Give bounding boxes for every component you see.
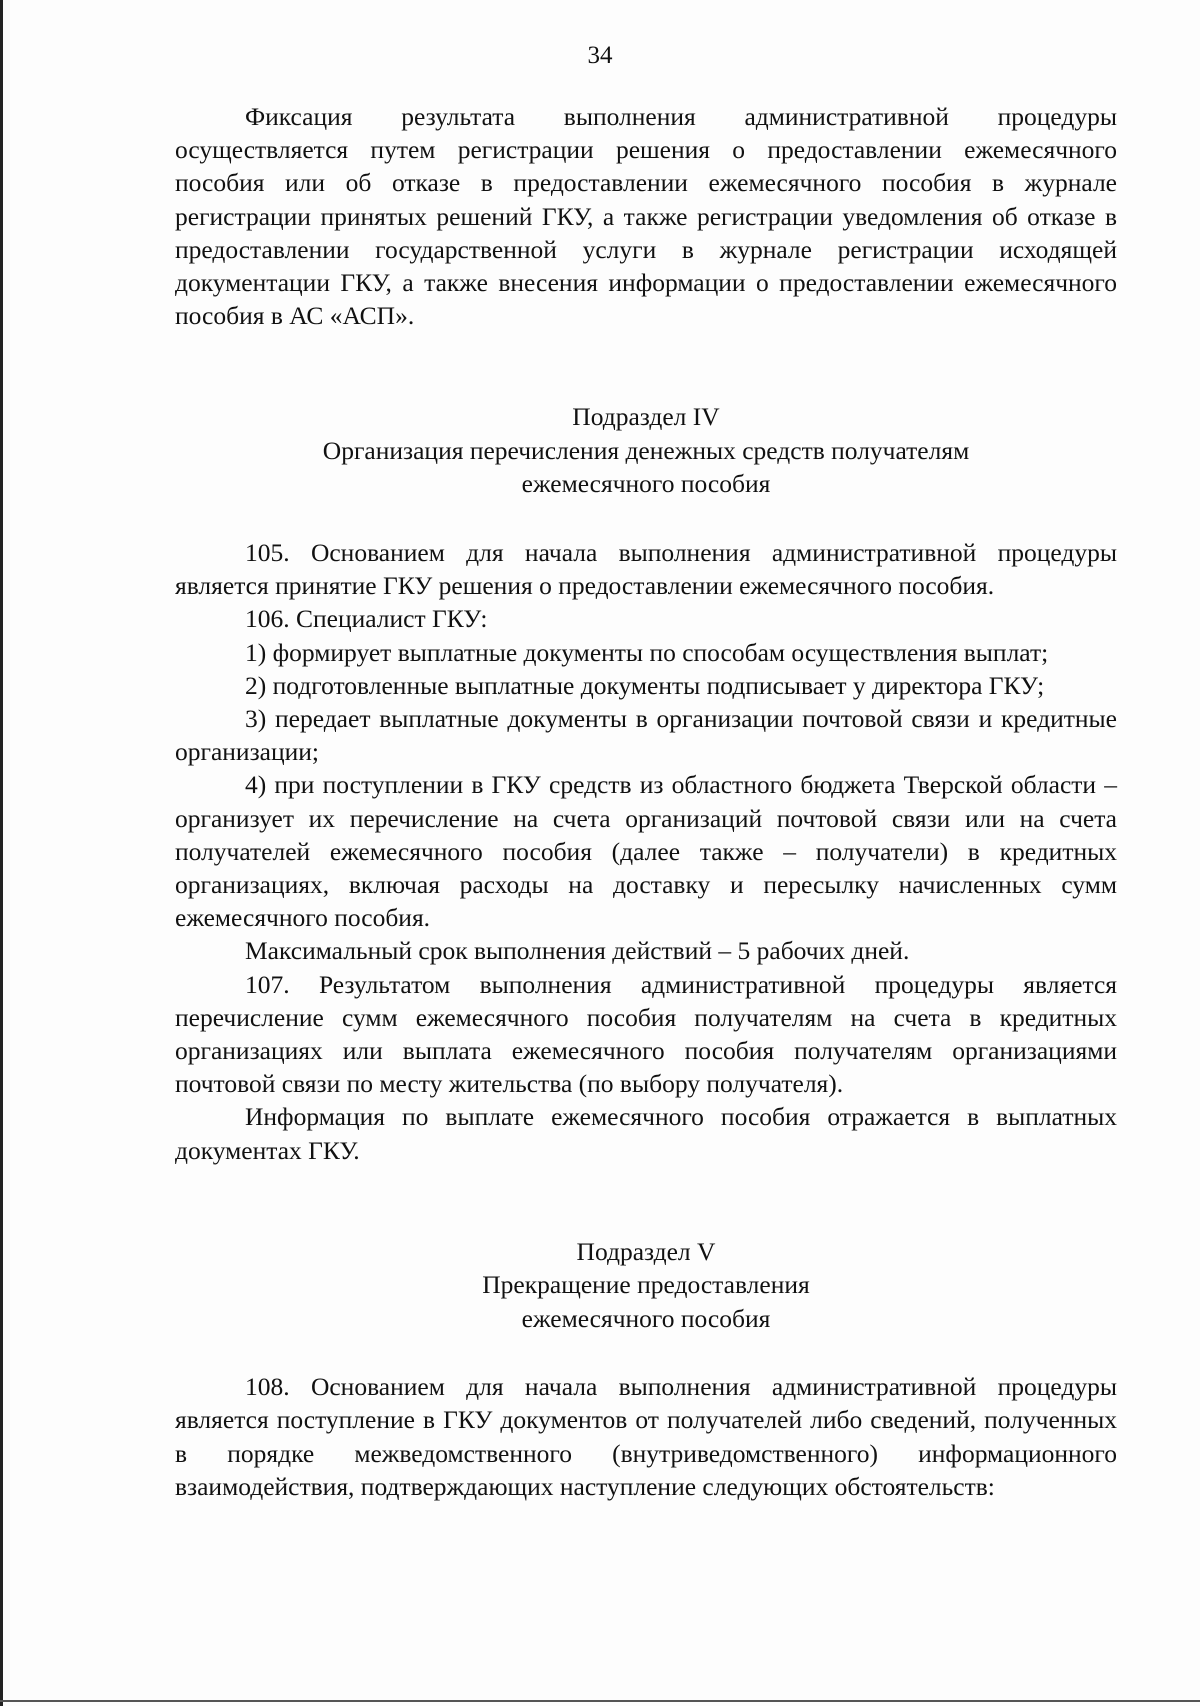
paragraph-107: 107. Результатом выполнения административной процедуры является перечисление сумм ежемесячного пособия получателям на счета в кредитных организациях или выплата ежемесячного пособия получателям организациями почтовой связи по месту жительства (по выбору получателя). (175, 969, 1117, 1099)
paragraph-payment-info: Информация по выплате ежемесячного пособия отражается в выплатных документах ГКУ. (175, 1102, 1117, 1165)
subsection-5-label: Подраздел V (576, 1236, 716, 1266)
subsection-4-title-line-2: ежемесячного пособия (521, 469, 771, 499)
subsection-5-title-line-2: ежемесячного пособия (521, 1303, 771, 1333)
subsection-4-title-line-1: Организация перечисления денежных средств получателям (322, 435, 970, 465)
paragraph-max-term: Максимальный срок выполнения действий – 5 рабочих дней. (245, 936, 910, 966)
subsection-4-label: Подраздел IV (572, 402, 720, 432)
subsection-5-heading (175, 1235, 1117, 1336)
document-body (175, 100, 1117, 1503)
paragraph-106-item-1: 1) формирует выплатные документы по способам осуществления выплат; (245, 637, 1049, 667)
paragraph-106-item-4: 4) при поступлении в ГКУ средств из областного бюджета Тверской области – организует их перечисление на счета организаций почтовой связи или на счета получателей ежемесячного пособия (далее также – получатели) в кредитных организациях, включая расходы на доставку и пересылку начисленных сумм ежемесячного пособия. (175, 770, 1117, 933)
paragraph-108: 108. Основанием для начала выполнения административной процедуры является поступление в ГКУ документов от получателей либо сведений, полученных в порядке межведомственного (внутриведомственного) информационного взаимодействия, подтверждающих наступление следующих обстоятельств: (175, 1372, 1117, 1501)
paragraph-fixation: Фиксация результата выполнения административной процедуры осуществляется путем регистрации решения о предоставлении ежемесячного пособия или об отказе в предоставлении ежемесячного пособия в журнале регистрации принятых решений ГКУ, а также регистрации уведомления об отказе в предоставлении государственной услуги в журнале регистрации исходящей документации ГКУ, а также внесения информации о предоставлении ежемесячного пособия в АС «АСП». (175, 102, 1117, 331)
paragraph-106-item-2: 2) подготовленные выплатные документы подписывает у директора ГКУ; (245, 670, 1045, 700)
subsection-4-heading (175, 400, 1117, 501)
scan-left-edge (0, 0, 3, 1706)
subsection-5-title-line-1: Прекращение предоставления (482, 1270, 810, 1300)
paragraph-106: 106. Специалист ГКУ: (245, 604, 488, 634)
page-number: 34 (587, 42, 613, 69)
paragraph-106-item-3: 3) передает выплатные документы в организации почтовой связи и кредитные организации; (175, 703, 1117, 767)
paragraph-105: 105. Основанием для начала выполнения административной процедуры является принятие ГКУ решения о предоставлении ежемесячного пособия. (175, 537, 1117, 601)
scan-bottom-edge (0, 1700, 1200, 1702)
